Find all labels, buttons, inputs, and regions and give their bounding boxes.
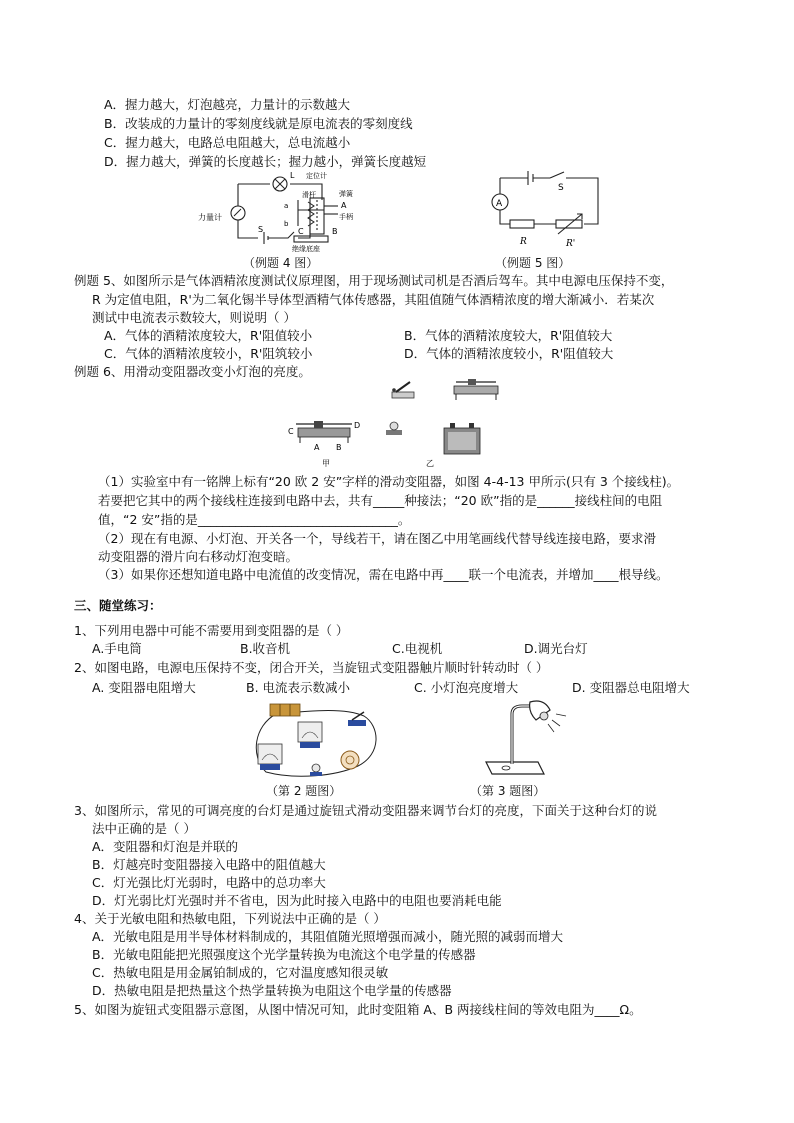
spring-icon — [308, 202, 314, 226]
ex6-label-C: C — [288, 427, 294, 436]
ex4-label-spring: 弹簧 — [339, 190, 353, 198]
q2-option-c: C. 小灯泡亮度增大 — [414, 680, 519, 695]
switch-icon — [348, 712, 366, 726]
q3-stem-line-2: 法中正确的是（ ） — [92, 821, 196, 836]
rotary-rheostat-icon — [341, 751, 359, 769]
ex5-stem-line-3: 测试中电流表示数较大，则说明（ ） — [92, 310, 296, 325]
ex4-label-L: L — [290, 171, 295, 180]
ex4-label-A: A — [341, 201, 347, 210]
q5-stem: 5、如图为旋钮式变阻器示意图，从图中情况可知，此时变阻箱 A、B 两接线柱间的等效电阻为____Ω。 — [74, 1002, 642, 1017]
q3-option-c: C．灯光强比灯光弱时，电路中的总功率大 — [92, 875, 326, 890]
q3-figure-caption: （第 3 题图） — [470, 784, 546, 798]
ex4-label-b: b — [284, 220, 289, 228]
ex4-label-slide: 滑杆 — [302, 191, 316, 199]
ex5-stem-line-2: R 为定值电阻，R'为二氧化锡半导体型酒精气体传感器，其阻值随气体酒精浓度的增大渐减小．若某次 — [92, 292, 655, 307]
bulb-icon — [310, 764, 322, 776]
q2-option-b: B. 电流表示数减小 — [246, 680, 351, 695]
ex6-label-A: A — [314, 443, 320, 452]
q1-stem: 1、下列用电器中可能不需要用到变阻器的是（ ） — [74, 623, 349, 638]
q4-option-d: D．热敏电阻是把热量这个热学量转换为电阻这个电学量的传感器 — [92, 983, 452, 998]
rheostat-icon — [454, 379, 498, 400]
ex4-label-C: C — [298, 227, 304, 236]
ex6-label-yi: 乙 — [426, 459, 434, 468]
ex4-option-c: C．握力越大，电路总电阻越大，总电流越小 — [104, 135, 351, 150]
ex5-option-c: C．气体的酒精浓度较小，R'阻筑较小 — [104, 346, 313, 361]
q3-option-b: B．灯越亮时变阻器接入电路中的阻值越大 — [92, 857, 326, 872]
ex4-option-d: D．握力越大，弹簧的长度越长；握力越小，弹簧长度越短 — [104, 154, 427, 169]
ex4-label-B: B — [332, 227, 338, 236]
small-lamp-icon — [386, 422, 402, 435]
q1-option-c: C.电视机 — [392, 641, 443, 656]
rheostat-jia-icon — [296, 421, 352, 443]
ex6-label-B: B — [336, 443, 342, 452]
q2-option-a: A. 变阻器电阻增大 — [92, 680, 196, 695]
ex6-title: 例题 6、用滑动变阻器改变小灯泡的亮度。 — [74, 364, 311, 379]
ex6-line-3: 值，“2 安”指的是________________________________。 — [98, 512, 411, 527]
ex5-option-b: B．气体的酒精浓度较大，R'阻值较大 — [404, 328, 613, 343]
q2-circuit-figure — [246, 696, 386, 780]
section3-heading: 三、随堂练习： — [74, 598, 162, 613]
ex4-label-force: 力量计 — [198, 213, 222, 222]
ex5-figure-caption: （例题 5 图） — [495, 256, 571, 270]
q3-option-d: D．灯光弱比灯光强时并不省电，因为此时接入电路中的电阻也要消耗电能 — [92, 893, 502, 908]
q2-figure-caption: （第 2 题图） — [266, 784, 342, 798]
desk-lamp-icon — [486, 701, 566, 774]
ex4-option-a: A．握力越大，灯泡越亮，力量计的示数越大 — [104, 97, 351, 112]
ex5-label-R: R — [520, 237, 527, 247]
q4-option-a: A．光敏电阻是用半导体材料制成的，其阻值随光照增强而减小，随光照的减弱而增大 — [92, 929, 564, 944]
switch-icon — [392, 382, 414, 398]
ex4-label-dingpin: 定位计 — [306, 172, 327, 180]
ex6-label-D: D — [354, 421, 361, 430]
q3-option-a: A．变阻器和灯泡是并联的 — [92, 839, 239, 854]
ex5-circuit-figure — [488, 166, 608, 256]
battery-icon — [444, 423, 480, 454]
ex6-apparatus-figure — [284, 378, 504, 468]
ex5-stem-line-1: 例题 5、如图所示是气体酒精浓度测试仪原理图，用于现场测试司机是否酒后驾车。其中电源电压保持不变， — [74, 273, 674, 288]
ex5-label-S: S — [558, 183, 564, 193]
ex5-label-Rp: R' — [566, 239, 576, 249]
q4-option-c: C．热敏电阻是用金属铂制成的，它对温度感知很灵敏 — [92, 965, 389, 980]
ex4-option-b: B．改装成的力量计的零刻度线就是原电流表的零刻度线 — [104, 116, 413, 131]
ex6-line-4: （2）现在有电源、小灯泡、开关各一个，导线若干，请在图乙中用笔画线代替导线连接电路，要求滑 — [98, 531, 656, 546]
ex6-line-6: （3）如果你还想知道电路中电流值的改变情况，需在电路中再____联一个电流表，并增加____根导线。 — [98, 567, 669, 582]
ex5-option-d: D．气体的酒精浓度较小，R'阻值较大 — [404, 346, 614, 361]
voltmeter-icon — [258, 744, 282, 770]
lamp-icon — [273, 177, 287, 191]
ex4-label-a: a — [284, 202, 289, 210]
ammeter-icon — [298, 722, 322, 748]
q2-stem: 2、如图电路，电源电压保持不变，闭合开关，当旋钮式变阻器触片顺时针转动时（ ） — [74, 660, 549, 675]
ex5-option-a: A．气体的酒精浓度较大，R'阻值较小 — [104, 328, 313, 343]
q3-desk-lamp-figure — [478, 700, 574, 780]
q3-stem-line-1: 3、如图所示，常见的可调亮度的台灯是通过旋钮式滑动变阻器来调节台灯的亮度，下面关于这种台灯的说 — [74, 803, 657, 818]
q1-option-a: A.手电筒 — [92, 641, 142, 656]
ex4-label-base: 绝缘底座 — [292, 245, 320, 252]
q1-option-d: D.调光台灯 — [524, 641, 588, 656]
force-meter-icon — [231, 206, 245, 220]
q4-option-b: B．光敏电阻能把光照强度这个光学量转换为电流这个电学量的传感器 — [92, 947, 476, 962]
q2-option-d: D. 变阻器总电阻增大 — [572, 680, 690, 695]
ex4-figure-caption: （例题 4 图） — [243, 256, 319, 270]
ex6-line-5: 动变阻器的滑片向右移动灯泡变暗。 — [98, 549, 299, 564]
ex4-label-S: S — [258, 225, 264, 234]
ex6-line-1: （1）实验室中有一铭牌上标有“20 欧 2 安”字样的滑动变阻器，如图 4-4-13 甲所示(只有 3 个接线柱)。 — [98, 474, 680, 489]
ex4-circuit-figure — [198, 170, 378, 252]
q4-stem: 4、关于光敏电阻和热敏电阻，下列说法中正确的是（ ） — [74, 911, 386, 926]
ex4-label-handle: 手柄 — [339, 213, 353, 221]
ex6-line-2: 若要把它其中的两个接线柱连接到电路中去，共有_____种接法；“20 欧”指的是______接线柱间的电阻 — [98, 493, 663, 508]
ex5-label-A: A — [496, 199, 503, 209]
ex6-label-jia: 甲 — [322, 459, 330, 468]
q1-option-b: B.收音机 — [240, 641, 291, 656]
battery-pack-icon — [270, 704, 300, 716]
